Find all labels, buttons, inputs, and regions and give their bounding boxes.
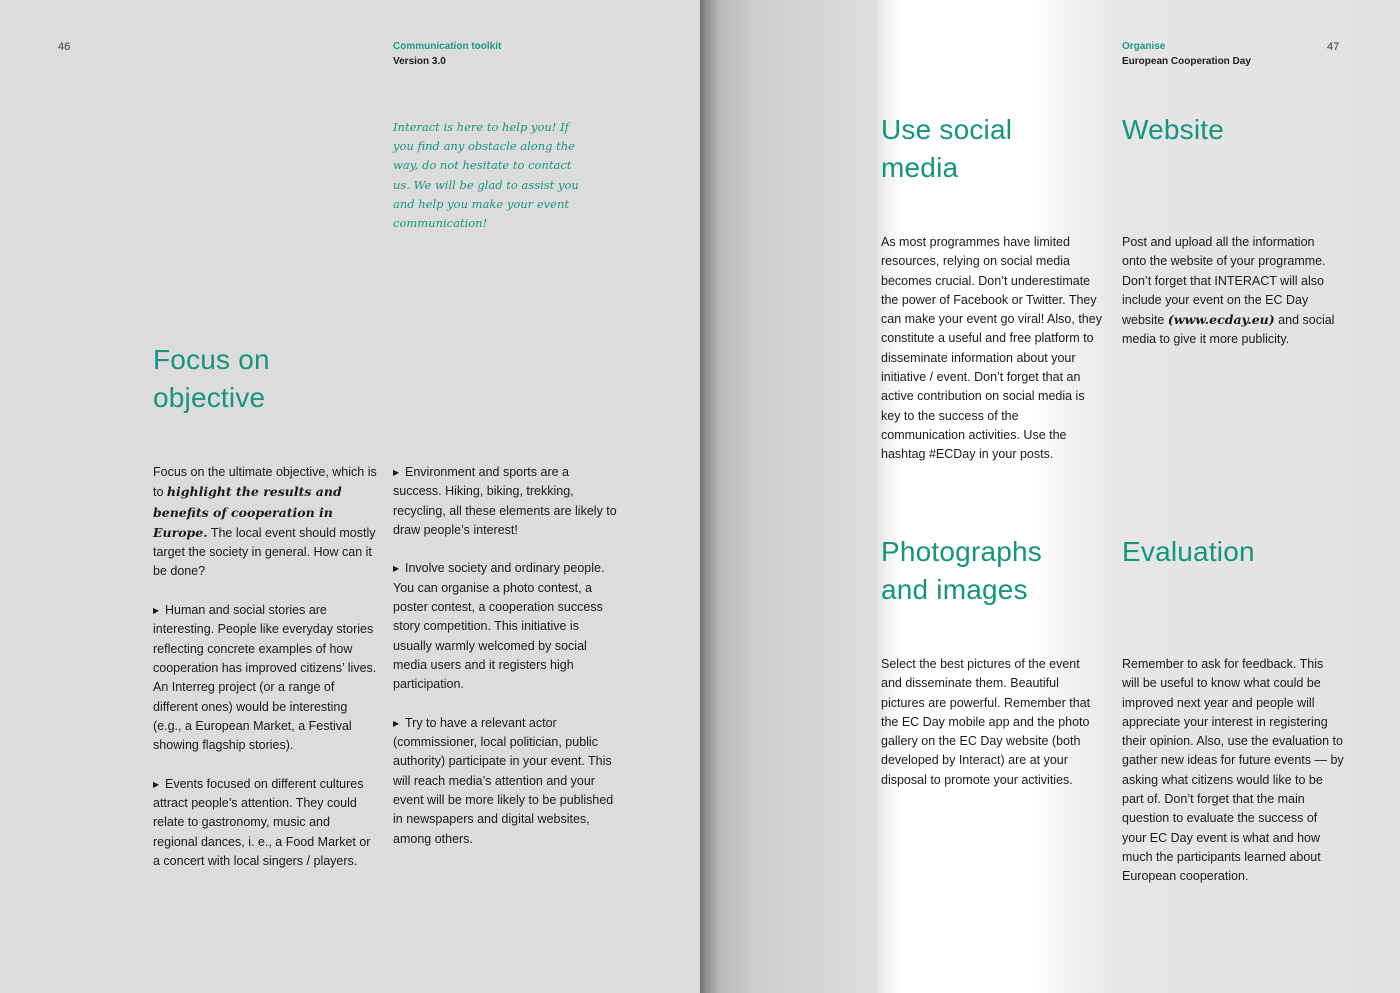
heading-photographs <box>881 533 1111 609</box>
website-text-part: and social media to give it more publicity. <box>1122 313 1335 347</box>
bullet-arrow-icon: ▶ <box>393 718 400 728</box>
help-quote: Interact is here to help you! If you find any obstacle along the way, do not hesitate to contact us. We will be glad to assist you and help you make your event communication! <box>393 120 579 231</box>
heading-line: objective <box>153 382 266 413</box>
heading-line: Use social <box>881 114 1013 145</box>
intro-text: The local event should mostly target the society in general. How can it be done? <box>153 525 376 579</box>
heading-line: Photographs <box>881 536 1042 567</box>
heading-line: Focus on <box>153 344 270 375</box>
bullet-arrow-icon: ▶ <box>153 606 160 616</box>
bullet-paragraph <box>393 463 619 540</box>
evaluation-text: Remember to ask for feedback. This will be useful to know what could be improved next year and people will appreciate your interest in registering their opinion. Also, use the evaluation to gather new ideas for future events — by asking what citizens would like to be part of. Don’t forget that the main question to evaluate the success of your EC Day event is what and how much the participants learned about European cooperation. <box>1122 657 1344 884</box>
running-header-right <box>1122 39 1251 69</box>
photographs-text: Select the best pictures of the event and disseminate them. Beautiful pictures are powerful. Remember that the EC Day mobile app and the photo gallery on the EC Day website (both developed by Interact) are at your disposal to promote your activities. <box>881 657 1091 787</box>
bullet-text: Events focused on different cultures attract people’s attention. They could relate to gastronomy, music and regional dances, i. e., a Food Market or a concert with local singers / players. <box>153 776 371 868</box>
website-text <box>1122 233 1336 350</box>
ecday-link[interactable]: (www.ecday.eu) <box>1167 312 1275 328</box>
intro-emphasis: highlight the results and benefits of cooperation in Europe. <box>153 484 342 540</box>
bullet-text: Try to have a relevant actor (commissioner, local politician, public authority) participate in your event. This will reach media’s attention and your event will be more likely to be published in newspapers and digital websites, among others. <box>393 715 614 846</box>
social-media-text: As most programmes have limited resources, relying on social media becomes crucial. Don’t underestimate the power of Facebook or Twitter. They can make your event go viral! Also, they constitute a useful and free platform to disseminate information about your initiative / event. Don’t forget that an active contribution on social media is key to the success of the communication activities. Use the hashtag #ECDay in your posts. <box>881 235 1102 462</box>
page-number-right: 47 <box>1327 41 1340 53</box>
bullet-paragraph <box>153 601 377 755</box>
bullet-arrow-icon: ▶ <box>393 468 400 477</box>
running-version: Version 3.0 <box>393 56 446 67</box>
bullet-text: Involve society and ordinary people. You can organise a photo contest, a poster contest, a cooperation success story competition. This initiative is usually warmly welcomed by social media users and it registers high participation. <box>393 561 605 692</box>
heading-social-media <box>881 111 1101 187</box>
running-title: Organise <box>1122 41 1166 52</box>
bullet-paragraph <box>393 559 619 694</box>
left-column-1 <box>153 463 377 891</box>
intro-text: Focus on the ultimate objective, which is to <box>153 465 377 500</box>
heading-website: Website <box>1122 114 1225 145</box>
heading-focus-objective <box>153 341 403 417</box>
website-text-part: Post and upload all the information onto the website of your programme. Don’t forget that INTERACT will also include your event on the EC Day website <box>1122 235 1326 328</box>
bullet-paragraph <box>153 775 377 871</box>
left-column-2 <box>393 463 619 868</box>
bullet-text: Environment and sports are a success. Hiking, biking, trekking, recycling, all these elements are likely to draw people’s interest! <box>393 465 617 537</box>
bullet-paragraph <box>393 714 619 849</box>
running-subtitle: European Cooperation Day <box>1122 56 1251 67</box>
running-header-left <box>393 39 501 69</box>
page-number-left: 46 <box>58 41 71 53</box>
bullet-arrow-icon: ▶ <box>393 564 400 574</box>
bullet-arrow-icon: ▶ <box>153 779 160 789</box>
bullet-text: Human and social stories are interesting. People like everyday stories reflecting concrete examples of how cooperation has improved citizens’ lives. An Interreg project (or a range of different ones) would be interesting (e.g., a European Market, a Festival showing flagship stories). <box>153 603 377 753</box>
running-title: Communication toolkit <box>393 41 502 52</box>
heading-evaluation: Evaluation <box>1122 536 1255 567</box>
heading-line: media <box>881 152 959 183</box>
intro-paragraph <box>153 463 377 582</box>
heading-line: and images <box>881 574 1028 605</box>
right-page <box>700 0 1400 993</box>
